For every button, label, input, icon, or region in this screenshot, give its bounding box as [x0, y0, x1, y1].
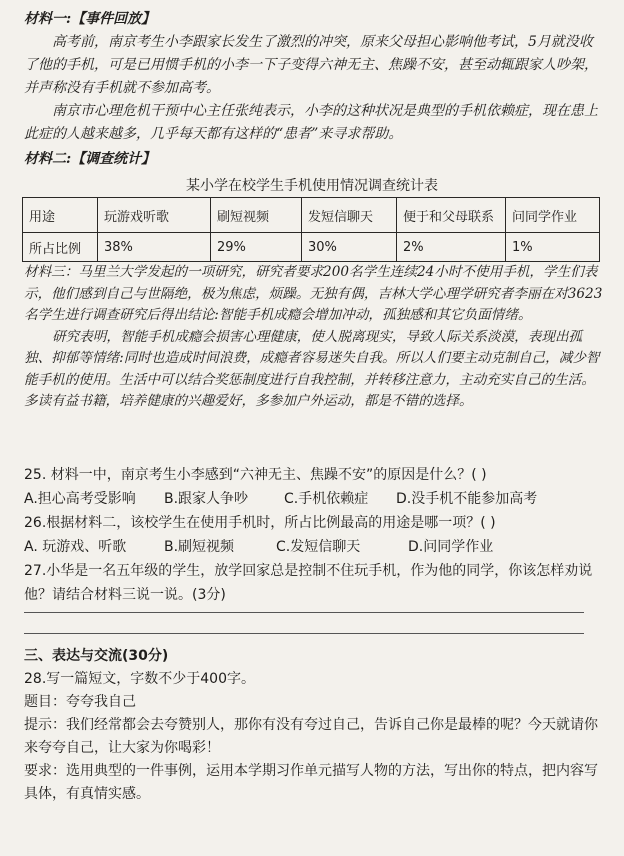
- table-row: [23, 233, 600, 262]
- q25-stem: 25. 材料一中，南京考生小李感到“六神无主、焦躁不安”的原因是什么？( ): [24, 467, 487, 483]
- table-header-cell: 用途: [23, 198, 98, 233]
- table-header-cell: 发短信聊天: [302, 198, 397, 233]
- material-one-para2: 南京市心理危机干预中心主任张纯表示，小李的这种状况是典型的手机依赖症，现在患上此症的人越来越多，几乎每天都有这样的“患者”来寻求帮助。: [24, 103, 598, 142]
- table-cell: 1%: [506, 233, 600, 262]
- q26-option-b[interactable]: B.刷短视频: [164, 539, 235, 555]
- answer-line[interactable]: [24, 633, 584, 634]
- q26-option-a[interactable]: A. 玩游戏、听歌: [24, 539, 127, 555]
- usage-stats-table: [22, 197, 600, 262]
- table-header-cell: 刷短视频: [211, 198, 302, 233]
- essay-requirements: 要求：选用典型的一件事例，运用本学期习作单元描写人物的方法，写出你的特点，把内容写具体，有真情实感。: [24, 763, 598, 802]
- table-header-cell: 玩游戏听歌: [98, 198, 211, 233]
- table-cell: 29%: [211, 233, 302, 262]
- table-cell: 2%: [397, 233, 506, 262]
- q25-option-d[interactable]: D.没手机不能参加高考: [396, 491, 538, 507]
- table-cell: 30%: [302, 233, 397, 262]
- q26-stem: 26.根据材料二，该校学生在使用手机时，所占比例最高的用途是哪一项？( ): [24, 515, 496, 531]
- section-three: [24, 645, 604, 806]
- material-three-para2: 研究表明，智能手机成瘾会损害心理健康，使人脱离现实，导致人际关系淡漠，表现出孤独、抑郁等情绪:同时也造成时间浪费，成瘾者容易迷失自我。所以人们要主动克制自己，减少智能手机的使用。生活中可以结合奖惩制度进行自我控制，并转移注意力，主动充实自己的生活。多读有益书籍，培养健康的兴趣爱好，多参加户外运动，都是不错的选择。: [24, 328, 600, 409]
- answer-line[interactable]: [24, 612, 584, 613]
- essay-hint: 提示：我们经常都会去夸赞别人，那你有没有夸过自己，告诉自己你是最棒的呢？今天就请你来夸夸自己，让大家为你喝彩！: [24, 717, 598, 756]
- q25-option-a[interactable]: A.担心高考受影响: [24, 491, 136, 507]
- q28-stem: 28.写一篇短文，字数不少于400字。: [24, 671, 255, 687]
- table-header-cell: 便于和父母联系: [397, 198, 506, 233]
- q27-stem: 27.小华是一名五年级的学生，放学回家总是控制不住玩手机，作为他的同学，你该怎样劝说他？请结合材料三说一说。(3分): [24, 563, 593, 603]
- material-three-para1: 材料三：马里兰大学发起的一项研究，研究者要求200名学生连续24小时不使用手机，学生们表示，他们感到自己与世隔绝，极为焦虑，烦躁。无独有偶，吉林大学心理学研究者李丽在对3623名学生进行调查研究后得出结论:智能手机成瘾会增加冲动，孤独感和其它负面情绪。: [24, 264, 603, 323]
- q26-option-d[interactable]: D.问同学作业: [408, 539, 494, 555]
- material-two-heading: 材料二:【调查统计】: [24, 151, 156, 167]
- material-one: [24, 8, 604, 146]
- questions: [24, 463, 604, 607]
- table-cell: 38%: [98, 233, 211, 262]
- table-title: 某小学在校学生手机使用情况调查统计表: [186, 178, 438, 194]
- table-row-label: 所占比例: [23, 233, 98, 262]
- table-header-row: [23, 198, 600, 233]
- q26-option-c[interactable]: C.发短信聊天: [276, 539, 361, 555]
- q25-option-b[interactable]: B.跟家人争吵: [164, 491, 249, 507]
- material-one-heading: 材料一:【事件回放】: [24, 11, 156, 27]
- material-one-para1: 高考前，南京考生小李跟家长发生了激烈的冲突，原来父母担心影响他考试，5月就没收了他的手机，可是已用惯手机的小李一下子变得六神无主、焦躁不安，甚至动辄跟家人吵架，并声称没有手机就不参加高考。: [24, 34, 598, 96]
- q25-option-c[interactable]: C.手机依赖症: [284, 491, 369, 507]
- essay-topic: 题目：夸夸我自己: [24, 694, 136, 710]
- q25-options: [24, 487, 604, 511]
- material-three: [24, 262, 604, 413]
- q26-options: [24, 535, 604, 559]
- section-three-heading: 三、表达与交流(30分): [24, 648, 169, 664]
- table-header-cell: 问同学作业: [506, 198, 600, 233]
